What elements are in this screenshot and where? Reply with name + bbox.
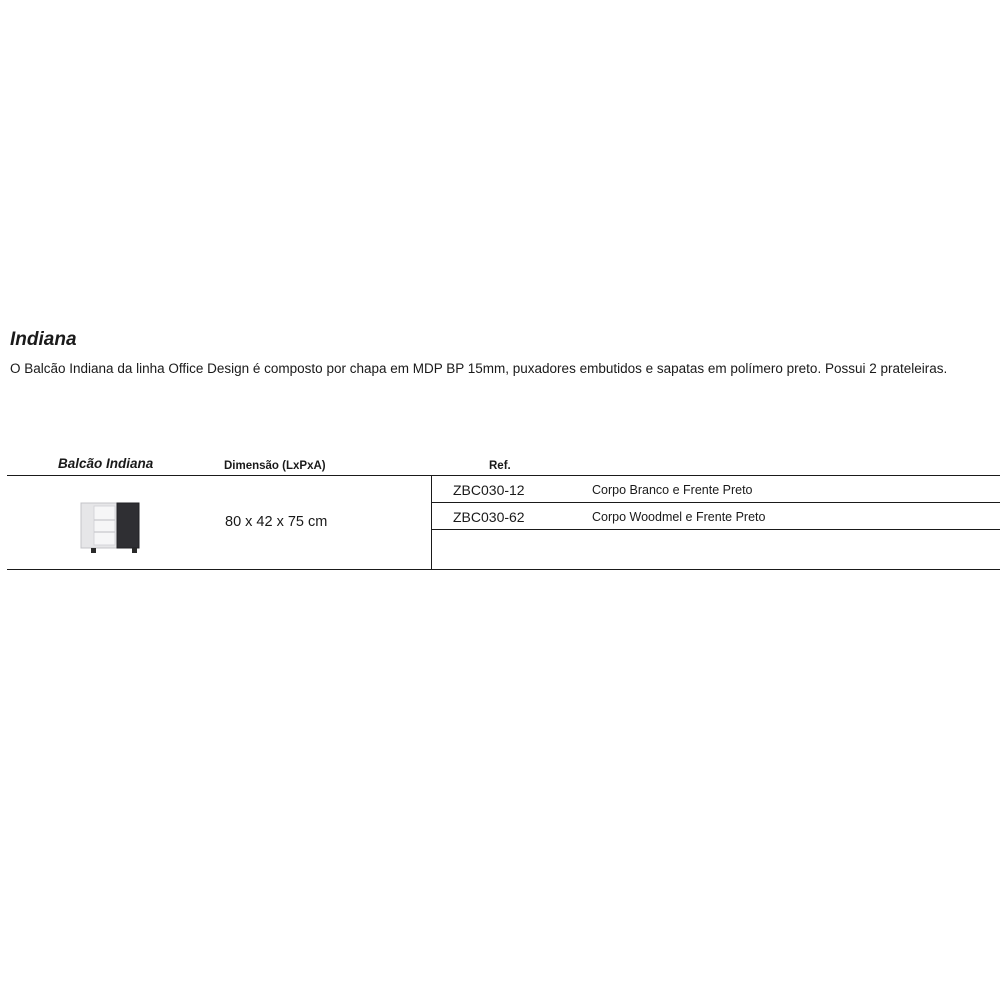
cabinet-foot [132,548,137,553]
table-bottom-rule [7,569,1000,570]
section-title: Indiana [10,329,77,350]
cabinet-open-compartment [94,506,115,545]
column-header-product: Balcão Indiana [58,456,154,471]
column-header-dimension: Dimensão (LxPxA) [224,460,326,472]
cabinet-product-image [79,500,141,556]
dimension-value: 80 x 42 x 75 cm [225,514,328,530]
product-description: O Balcão Indiana da linha Office Design é composto por chapa em MDP BP 15mm, puxadores embutidos e sapatas em polímero preto. Possui 2 prateleiras. [10,361,948,376]
cabinet-foot [91,548,96,553]
ref-code: ZBC030-62 [453,509,525,525]
table-top-rule [7,475,1000,476]
cabinet-front-door [117,503,139,548]
table-row-divider [432,502,1000,503]
column-header-ref: Ref. [489,460,511,472]
table-column-divider [431,475,432,570]
ref-code: ZBC030-12 [453,482,525,498]
ref-description: Corpo Woodmel e Frente Preto [592,510,766,524]
table-row-divider [432,529,1000,530]
ref-description: Corpo Branco e Frente Preto [592,483,753,497]
